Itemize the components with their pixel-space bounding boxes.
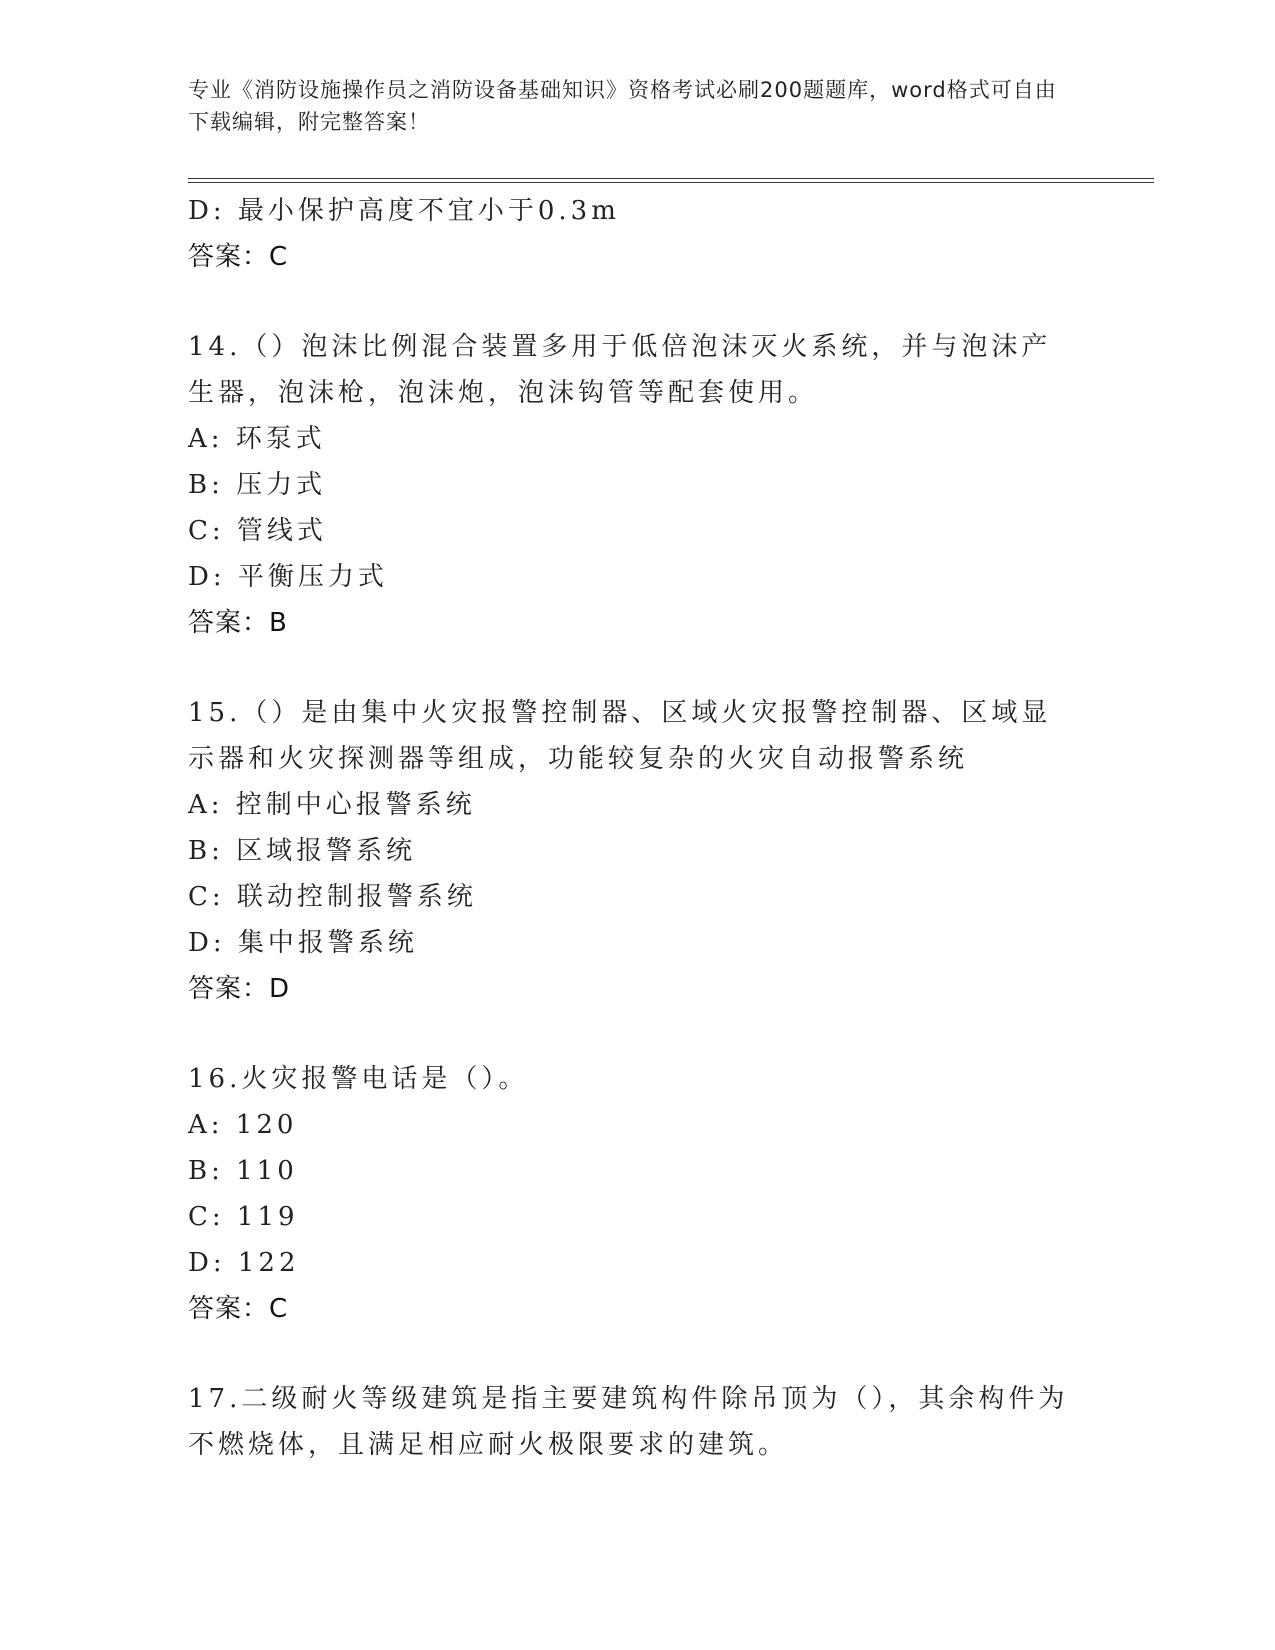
previous-question-answer: 答案：C — [188, 242, 289, 272]
question-17 — [188, 1376, 1078, 1468]
option-c: C: 联动控制报警系统 — [188, 882, 477, 912]
option-b: B: 压力式 — [188, 470, 327, 500]
option-a: A: 环泵式 — [188, 424, 326, 454]
option-c: C: 管线式 — [188, 516, 327, 546]
question-stem: 15.（）是由集中火灾报警控制器、区域火灾报警控制器、区域显示器和火灾探测器等组成，功能较复杂的火灾自动报警系统 — [188, 698, 1052, 774]
header-divider — [188, 178, 1154, 183]
option-c: C: 119 — [188, 1202, 299, 1232]
question-answer: 答案：C — [188, 1294, 289, 1324]
question-answer: 答案：B — [188, 608, 288, 638]
option-a: A: 控制中心报警系统 — [188, 790, 476, 820]
option-b: B: 110 — [188, 1156, 298, 1186]
previous-question-option-d: D: 最小保护高度不宜小于0.3m — [188, 196, 620, 226]
option-d: D: 平衡压力式 — [188, 562, 388, 592]
question-answer: 答案：D — [188, 974, 291, 1004]
question-15 — [188, 690, 1078, 1012]
option-d: D: 集中报警系统 — [188, 928, 418, 958]
question-16 — [188, 1056, 1078, 1332]
option-a: A: 120 — [188, 1110, 298, 1140]
question-stem: 14.（）泡沫比例混合装置多用于低倍泡沫灭火系统，并与泡沫产生器，泡沫枪，泡沫炮，泡沫钩管等配套使用。 — [188, 332, 1052, 408]
option-b: B: 区域报警系统 — [188, 836, 417, 866]
option-d: D: 122 — [188, 1248, 300, 1278]
question-stem: 17.二级耐火等级建筑是指主要建筑构件除吊顶为（），其余构件为不燃烧体，且满足相应耐火极限要求的建筑。 — [188, 1384, 1069, 1460]
document-body — [188, 188, 1078, 1468]
question-14 — [188, 324, 1078, 646]
question-stem: 16.火灾报警电话是（）。 — [188, 1064, 529, 1094]
page-header: 专业《消防设施操作员之消防设备基础知识》资格考试必刷200题题库，word格式可自由下载编辑，附完整答案！ — [188, 78, 1057, 134]
